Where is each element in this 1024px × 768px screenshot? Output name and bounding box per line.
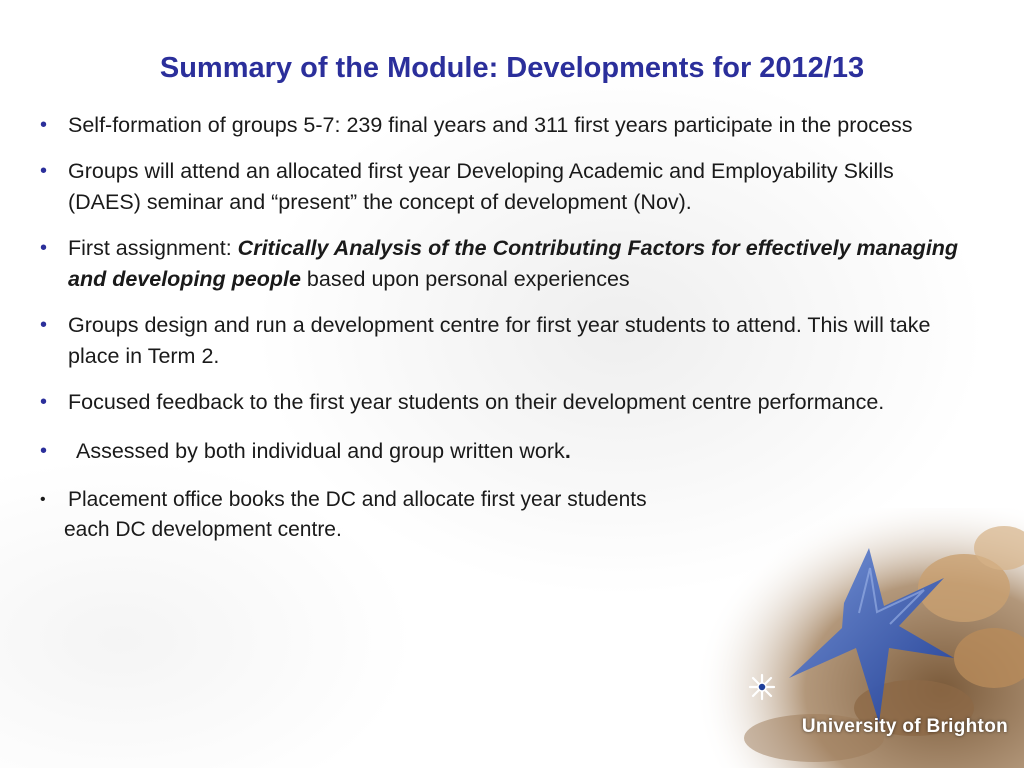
bullet-lead-text: First assignment: [68,236,238,260]
bullet-dot-icon: • [40,237,48,259]
university-logo [752,708,1012,748]
bullet-item [36,110,966,141]
bullet-text: Groups will attend an allocated first year Developing Academic and Employability Skills (DAES) seminar and “present” the concept of development (Nov). [68,159,894,214]
bullet-dot-icon: • [40,391,48,413]
bullet-text-line2: each DC development centre. [64,518,342,541]
bullet-end-mark: . [564,439,571,463]
bullet-text: Groups design and run a development centre for first year students to attend. This will take place in Term 2. [68,313,931,368]
bullet-item [36,436,966,467]
logo-text: University of Brighton [801,716,1008,737]
bullet-item [36,156,966,218]
bullet-dot-icon: • [40,160,48,182]
bullet-item [36,310,966,372]
bullet-text: Self-formation of groups 5-7: 239 final years and 311 first years participate in the process [68,113,913,137]
bullet-dot-icon: • [40,314,48,336]
slide-title: Summary of the Module: Developments for 2012/13 [159,52,865,84]
bullet-text: Assessed by both individual and group written work [76,439,565,463]
bullet-dot-icon: • [40,491,46,508]
bullet-text: Focused feedback to the first year students on their development centre performance. [68,390,885,414]
bullet-text-line1: Placement office books the DC and allocate first year students [68,488,647,511]
assignment-title: Critically Analysis of the Contributing Factors for effectively managing and developing people [68,236,959,291]
bullet-item [36,233,966,295]
bullet-item [36,387,966,418]
bullet-list [36,110,966,545]
bullet-dot-icon: • [40,114,48,136]
bullet-dot-icon: • [40,440,48,462]
bullet-tail-text: based upon personal experiences [300,267,630,291]
starburst-icon [748,673,776,701]
